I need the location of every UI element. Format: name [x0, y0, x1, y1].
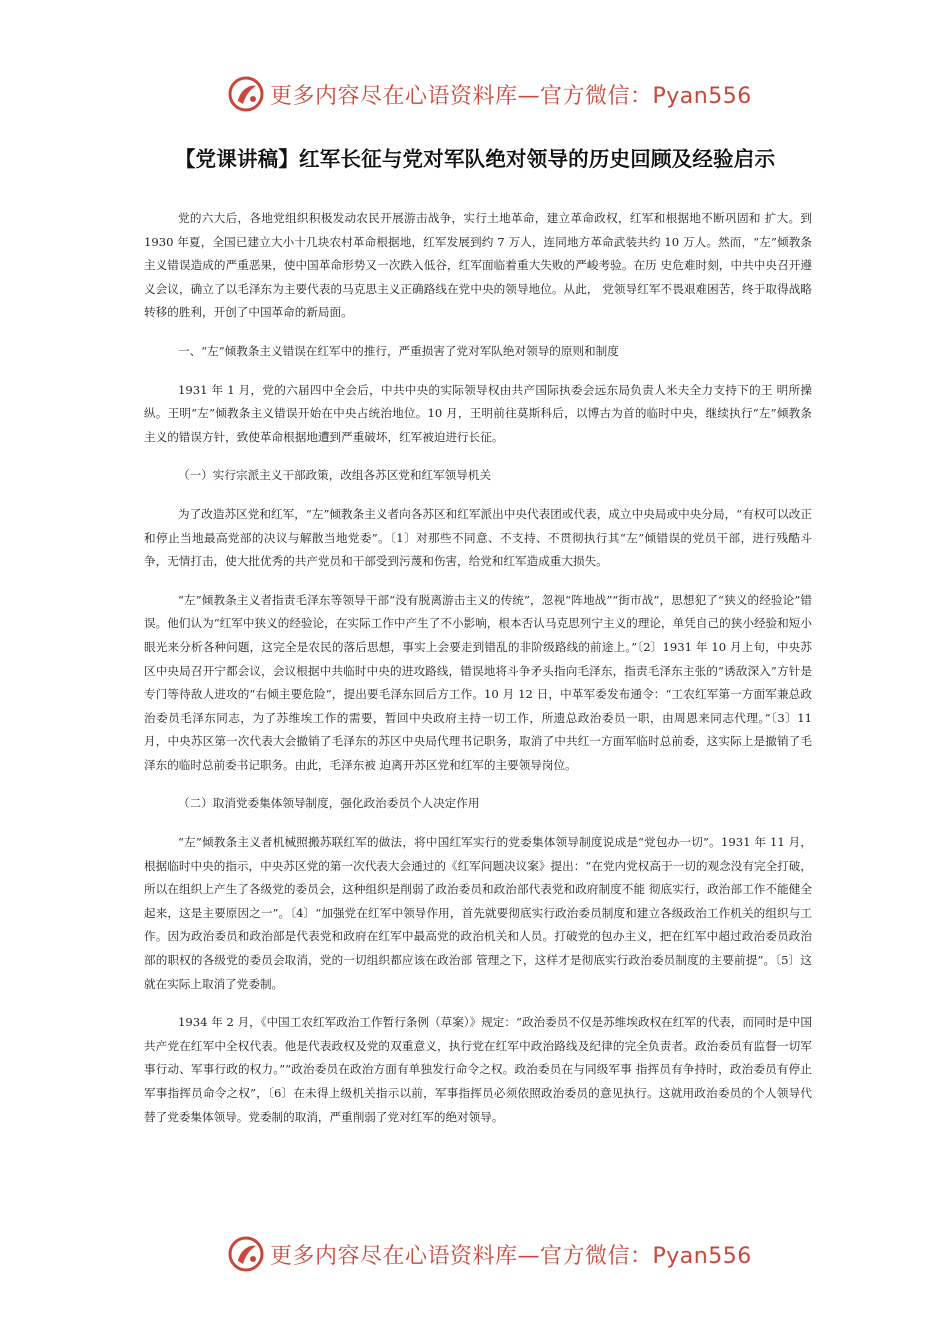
body-paragraph: 1931 年 1 月，党的六届四中全会后，中共中央的实际领导权由共产国际执委会远东局负责人米夫全力支持下的王 明所操纵。王明“左”倾教条主义错误开始在中央占统治地位。10 月，王明前往莫斯科后，以博古为首的临时中央，继续执行“左”倾教条主义的错误方针，致使革命根据地遭到严重破坏，红军被迫进行长征。 — [144, 382, 812, 444]
body-paragraph: 为了改造苏区党和红军，“左”倾教条主义者向各苏区和红军派出中央代表团或代表，成立中央局或中央分局，“有权可以改正和停止当地最高党部的决议与解散当地党委”。〔1〕对那些不同意、不支持、不贯彻执行其“左”倾错误的党员干部，进行残酷斗争，无情打击，使大批优秀的共产党员和干部受到污蔑和伤害，给党和红军造成重大损失。 — [144, 506, 812, 569]
document-body — [144, 207, 812, 1144]
brand-logo-icon — [226, 1234, 266, 1274]
subsection-heading-2: （二）取消党委集体领导制度，强化政治委员个人决定作用 — [178, 796, 480, 811]
subsection-heading-1: （一）实行宗派主义干部政策，改组各苏区党和红军领导机关 — [178, 468, 492, 483]
section-heading-1: 一、“左”倾教条主义错误在红军中的推行，严重损害了党对军队绝对领导的原则和制度 — [178, 343, 619, 358]
body-paragraph-intro: 党的六大后，各地党组织积极发动农民开展游击战争，实行土地革命，建立革命政权，红军和根据地不断巩固和 扩大。到 1930 年夏，全国已建立大小十几块农村革命根据地，红军发展到约 7 万人，连同地方革命武装共约 10 万人。然而，“左”倾教条主义错误造成的严重恶果，使中国革命形势又一次跌入低谷，红军面临着重大失败的严峻考验。在历 史危难时刻，中共中央召开遵义会议，确立了以毛泽东为主要代表的马克思主义正确路线在党中央的领导地位。从此， 党领导红军不畏艰难困苦，终于取得战略转移的胜利，开创了中国革命的新局面。 — [144, 211, 812, 320]
footer-watermark-banner — [0, 1232, 950, 1276]
watermark-text: 更多内容尽在心语资料库—官方微信：Pyan556 — [270, 83, 752, 109]
body-paragraph: “左”倾教条主义者指责毛泽东等领导干部“没有脱离游击主义的传统”，忽视“阵地战”“街市战”，思想犯了“狭义的经验论”错误。他们认为“红军中狭义的经验论，在实际工作中产生了不小影响，根本否认马克思列宁主义的理论，单凭自己的狭小经验和短小眼光来分析各种问题，这完全是农民的落后思想，事实上会要走到错乱的非阶级路线的前途上。”〔2〕1931 年 10 月上旬，中央苏区中央局召开宁都会议，会议根据中共临时中央的进攻路线，错误地将斗争矛头指向毛泽东，指责毛泽东主张的“诱敌深入”方针是专门等待敌人进攻的“右倾主要危险”，提出要毛泽东回后方工作。10 月 12 日，中革军委发布通令：“工农红军第一方面军兼总政治委员毛泽东同志，为了苏维埃工作的需要，暂回中央政府主持一切工作，所遗总政治委员一职，由周恩来同志代理。”〔3〕11 月，中央苏区第一次代表大会撤销了毛泽东的苏区中央局代理书记职务，取消了中共红一方面军临时总前委，这实际上是撤销了毛泽东的临时总前委书记职务。由此，毛泽东被 迫离开苏区党和红军的主要领导岗位。 — [144, 592, 812, 772]
body-paragraph: 1934 年 2 月，《中国工农红军政治工作暂行条例（草案）》规定：“政治委员不仅是苏维埃政权在红军的代表，而同时是中国共产党在红军中全权代表。他是代表政权及党的双重意义，执行党在红军中政治路线及纪律的完全负责者。政治委员有监督一切军事行动、军事行政的权力。”“政治委员在政治方面有单独发行命令之权。政治委员在与同级军事 指挥员有争持时，政治委员有停止军事指挥员命令之权”，〔6〕在未得上级机关指示以前，军事指挥员必须依照政治委员的意见执行。这就用政治委员的个人领导代替了党委集体领导。党委制的取消，严重削弱了党对红军的绝对领导。 — [144, 1015, 812, 1124]
header-watermark-banner — [0, 72, 950, 116]
document-title: 【党课讲稿】红军长征与党对军队绝对领导的历史回顾及经验启示 — [174, 147, 776, 171]
brand-logo-icon — [226, 74, 266, 114]
body-paragraph: “左”倾教条主义者机械照搬苏联红军的做法，将中国红军实行的党委集体领导制度说成是“党包办一切”。1931 年 11 月，根据临时中央的指示，中央苏区党的第一次代表大会通过的《红军问题决议案》提出：“在党内党权高于一切的观念没有完全打破，所以在组织上产生了各级党的委员会，这种组织是削弱了政治委员和政治部代表党和政府制度不能 彻底实行，政治部工作不能健全起来，这是主要原因之一”。〔4〕“加强党在红军中领导作用，首先就要彻底实行政治委员制度和建立各级政治工作机关的组织与工作。因为政治委员和政治部是代表党和政府在红军中最高党的政治机关和人员。打破党的包办主义，把在红军中超过政治委员政治部的职权的各级党的委员会取消，党的一切组织都应该在政治部 管理之下，这样才是彻底实行政治委员制度的主要前提”。〔5〕这就在实际上取消了党委制。 — [144, 835, 812, 991]
watermark-text: 更多内容尽在心语资料库—官方微信：Pyan556 — [270, 1243, 752, 1269]
